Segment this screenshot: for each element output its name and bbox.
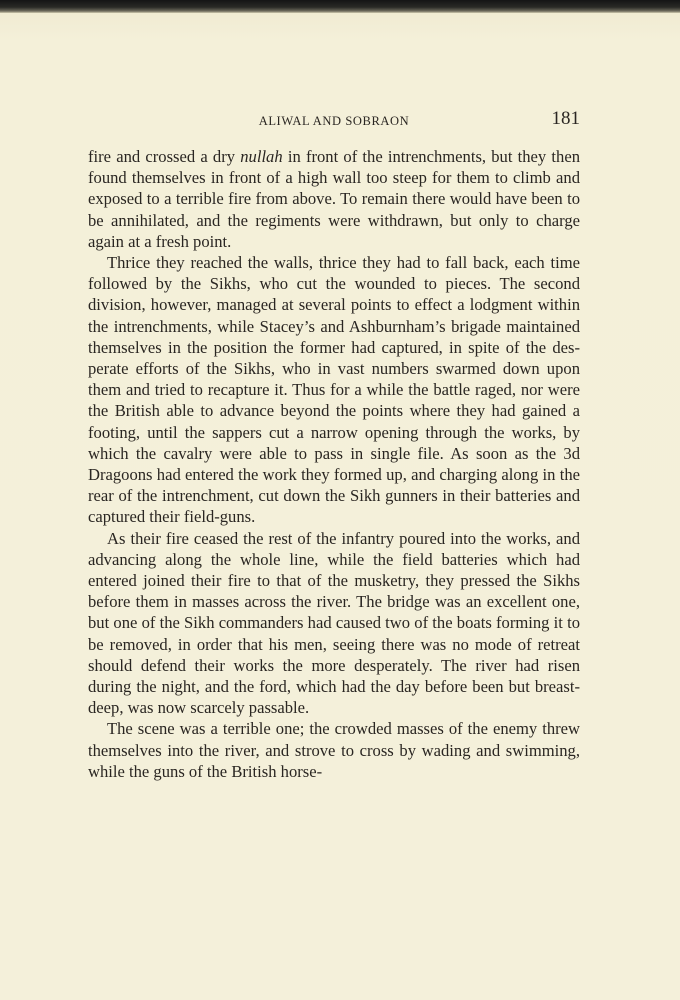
paragraph-1: [88, 146, 580, 252]
paragraph-2: Thrice they reached the walls, thrice they had to fall back, each time followed by the Sikhs, who cut the wounded to pieces. The second division, however, managed at several points to effect a lodgment within the intrenchments, while Stacey’s and Ashburnham’s brigade maintained themselves in the position the former had captured, in spite of the des-perate efforts of the Sikhs, who in vast numbers swarmed down upon them and tried to recapture it. Thus for a while the battle raged, nor were the British able to advance beyond the points where they had gained a footing, until the sappers cut a narrow opening through the works, by which the cavalry were able to pass in single file. As soon as the 3d Dragoons had entered the work they formed up, and charging along in the rear of the intrenchment, cut down the Sikh gunners in their batteries and captured their field-guns.: [88, 253, 580, 527]
page-number: 181: [551, 108, 580, 129]
paragraph-1-after: in front of the intrenchments, but they then found themselves in front of a high wall too steep for them to climb and exposed to a terrible fire from above. To remain there would have been to be annihilated, and the regiments were withdrawn, but only to charge again at a fresh point.: [88, 147, 580, 251]
chapter-running-title: ALIWAL AND SOBRAON: [258, 114, 410, 128]
running-head: [88, 108, 580, 132]
body-text: [88, 146, 580, 782]
paragraph-3: As their fire ceased the rest of the infantry poured into the works, and advancing along the whole line, while the field batteries which had entered joined their fire to that of the musketry, they pressed the Sikhs before them in masses across the river. The bridge was an excellent one, but one of the Sikh commanders had caused two of the boats forming it to be removed, in order that his men, seeing there was no mode of retreat should defend their works the more desperately. The river had risen during the night, and the ford, which had the day before been but breast-deep, was now scarcely passable.: [88, 528, 580, 718]
page-top-edge-shadow: [0, 0, 680, 13]
paragraph-4: The scene was a terrible one; the crowded masses of the enemy threw themselves into the river, and strove to cross by wading and swimming, while the guns of the British horse-: [88, 719, 580, 781]
paragraph-1-before: fire and crossed a dry: [88, 147, 241, 166]
paragraph-1-italic-term: nullah: [240, 147, 283, 166]
